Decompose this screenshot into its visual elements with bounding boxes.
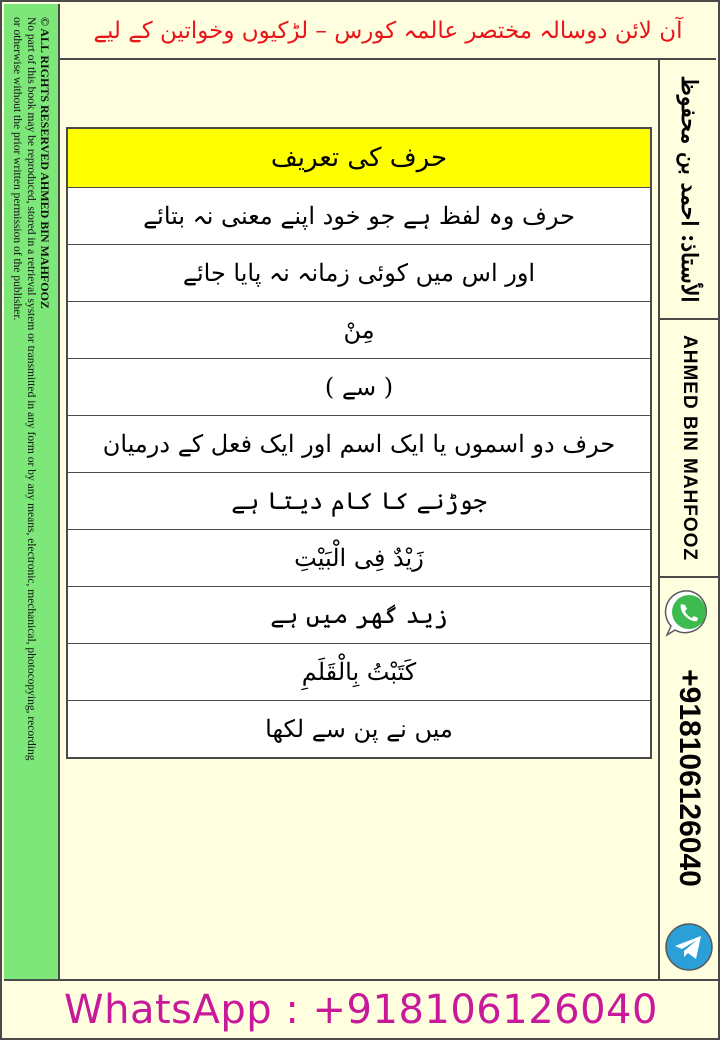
- table-row: [68, 301, 650, 358]
- table-row: [68, 187, 650, 244]
- row-text: جوڑنے کا کام دیتا ہے: [231, 487, 487, 515]
- row-text: کَتَبْتُ بِالْقَلَمِ: [301, 658, 417, 686]
- row-text: مِنْ: [343, 316, 375, 344]
- row-text: اور اس میں کوئی زمانہ نہ پایا جائے: [182, 259, 536, 287]
- table-row: [68, 472, 650, 529]
- row-text: حرف دو اسموں یا ایک اسم اور ایک فعل کے درمیان: [102, 430, 616, 458]
- copyright-text: [10, 17, 52, 967]
- teacher-box: [660, 60, 718, 320]
- row-text: میں نے پن سے لکھا: [265, 715, 453, 743]
- table-title-row: [68, 129, 650, 187]
- row-text: زید گھر میں ہے: [270, 601, 448, 629]
- copyright-line-2: No part of this book may be reproduced, stored in a retrieval system or transmitted in any form or by any means, electronic, mechanical, photocopying, recording: [25, 16, 37, 760]
- copyright-line-1: © ALL RIGHTS RESERVED AHMED BIN MAHFOOZ: [38, 16, 52, 309]
- table-row: [68, 244, 650, 301]
- phone-vertical: [660, 645, 718, 910]
- page-header: [60, 4, 716, 60]
- copyright-line-3: or otherwise without the prior written permission of the publisher.: [11, 16, 23, 320]
- table-row: [68, 358, 650, 415]
- telegram-icon[interactable]: [664, 922, 714, 972]
- table-row: [68, 586, 650, 643]
- whatsapp-icon[interactable]: [664, 588, 714, 638]
- table-title: حرف کی تعریف: [270, 143, 448, 173]
- page-footer: [4, 979, 718, 1038]
- row-text: ( سے ): [324, 373, 394, 401]
- table-row: [68, 529, 650, 586]
- table-row: [68, 643, 650, 700]
- footer-whatsapp[interactable]: WhatsApp : +918106126040: [64, 986, 658, 1033]
- table-row: [68, 700, 650, 757]
- teacher-label: الأستاذ: احمد بن محفوظ: [676, 75, 702, 303]
- row-text: زَیْدٌ فِی الْبَیْتِ: [294, 544, 424, 572]
- author-name-box: [660, 320, 718, 578]
- row-text: حرف وہ لفظ ہے جو خود اپنے معنی نہ بتائے: [143, 202, 575, 230]
- header-title: آن لائن دوسالہ مختصر عالمہ کورس – لڑکیوں وخواتین کے لیے: [93, 18, 683, 44]
- table-row: [68, 415, 650, 472]
- copyright-strip: [4, 4, 60, 979]
- phone-number: +918106126040: [673, 668, 706, 887]
- definition-table: [66, 127, 652, 759]
- author-name: AHMED BIN MAHFOOZ: [679, 335, 700, 561]
- right-column: [658, 60, 718, 979]
